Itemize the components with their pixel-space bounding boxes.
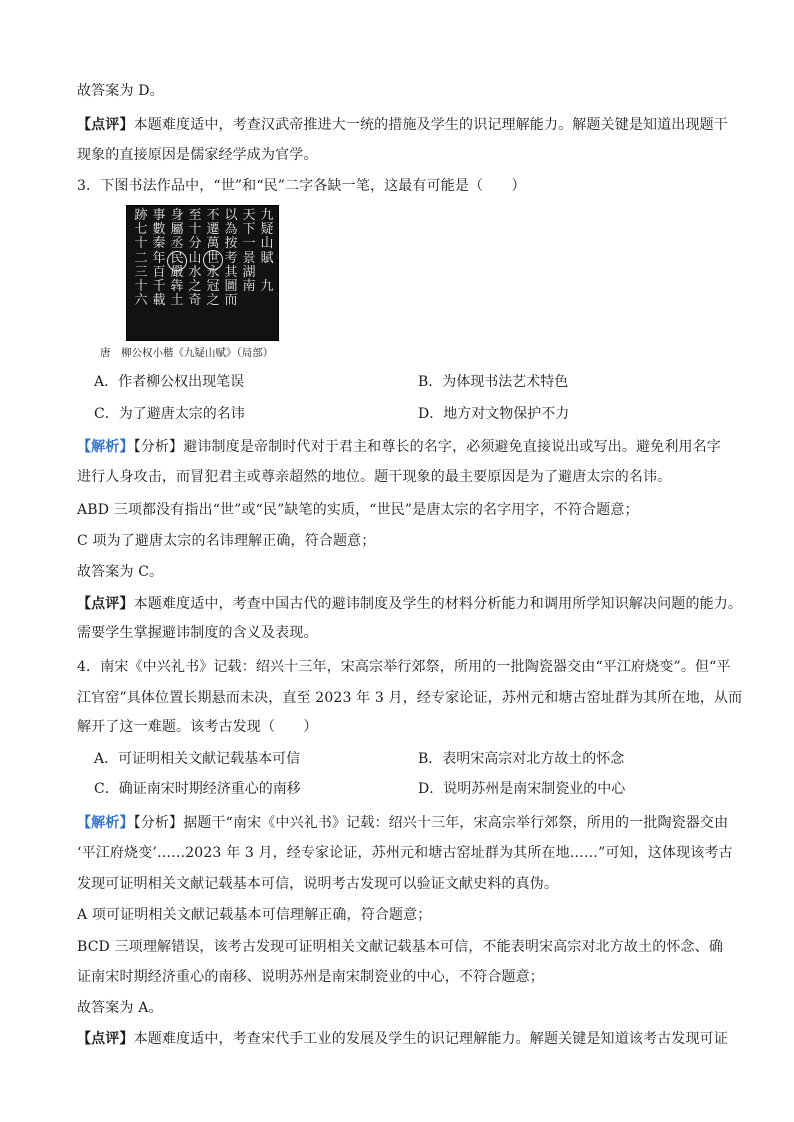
analysis-sub-tag: 【分析】 xyxy=(133,439,184,455)
analysis-q4-line2: ‘平江府烧变’……2023 年 3 月，经专家论证，苏州元和塘古窑址群为其所在地……”可知，这体现该考古 xyxy=(77,845,733,861)
analysis-q4-line4: A 项可证明相关文献记载基本可信理解正确，符合题意； xyxy=(77,907,432,923)
question-4-line1: 4．南宋《中兴礼书》记载：绍兴十三年，宋高宗举行郊祭，所用的一批陶瓷器交由“平江府烧变”。但“平 xyxy=(77,659,731,675)
comment-tag: 【点评】 xyxy=(77,117,134,133)
comment-text: 本题难度适中，考查汉武帝推进大一统的措施及学生的识记理解能力。解题关键是知道出现题干 xyxy=(133,117,728,133)
calligraphy-column: 以 為 按 考 其 圖 而 xyxy=(224,208,238,309)
analysis-q4-line3: 发现可证明相关文献记载基本可信，说明考古发现可以验证文献史料的真伪。 xyxy=(77,876,559,892)
calligraphy-column: 跡 七 十 二 三 十 六 xyxy=(134,208,148,309)
question-4-line3: 解开了这一难题。该考古发现（ ） xyxy=(77,719,318,735)
comment-q3-line1 xyxy=(77,589,743,619)
comment-q2-line2: 现象的直接原因是儒家经学成为官学。 xyxy=(77,147,318,163)
analysis-text: 避讳制度是帝制时代对于君主和尊长的名字，必须避免直接说出或写出。避免利用名字 xyxy=(183,439,721,455)
q4-option-a: A．可证明相关文献记载基本可信 xyxy=(94,751,301,767)
calligraphy-image xyxy=(126,205,279,341)
calligraphy-column: 九 疑 山 賦 九 xyxy=(260,208,274,295)
answer-line-q4: 故答案为 A。 xyxy=(77,1000,163,1016)
analysis-tag: 【解析】 xyxy=(77,439,134,455)
answer-line-q3: 故答案为 C。 xyxy=(77,564,164,580)
analysis-q3-line2: 进行人身攻击，而冒犯君主或尊亲超然的地位。题干现象的最主要原因是为了避唐太宗的名讳。 xyxy=(77,469,672,485)
analysis-q3-line4: C 项为了避唐太宗的名讳理解正确，符合题意； xyxy=(77,533,376,549)
comment-q2-line1 xyxy=(77,110,728,140)
comment-text: 本题难度适中，考查中国古代的避讳制度及学生的材料分析能力和调用所学知识解决问题的能力。 xyxy=(133,596,743,612)
analysis-sub-tag: 【分析】 xyxy=(133,815,184,831)
comment-tag: 【点评】 xyxy=(77,1031,134,1047)
q3-option-d: D．地方对文物保护不力 xyxy=(418,406,570,422)
q3-option-a: A．作者柳公权出现笔误 xyxy=(94,374,245,390)
q3-option-c: C．为了避唐太宗的名讳 xyxy=(94,406,245,422)
question-4-line2: 江官窑”具体位置长期悬而未决，直至 2023 年 3 月，经专家论证，苏州元和塘古窑址群为其所在地，从而 xyxy=(77,690,743,706)
comment-q4-line1 xyxy=(77,1024,728,1054)
circle-mark-shi xyxy=(203,250,223,270)
q4-option-d: D．说明苏州是南宋制瓷业的中心 xyxy=(418,781,626,797)
analysis-tag: 【解析】 xyxy=(77,815,134,831)
image-caption: 唐 柳公权小楷《九疑山赋》（局部） xyxy=(100,347,274,359)
q3-option-b: B．为体现书法艺术特色 xyxy=(418,374,569,390)
q4-option-b: B．表明宋高宗对北方故土的怀念 xyxy=(418,751,625,767)
question-3-stem: 3．下图书法作品中，“世”和“民”二字各缺一笔，这最有可能是（ ） xyxy=(77,178,526,194)
analysis-q4-line1 xyxy=(77,808,729,838)
analysis-q3-line1 xyxy=(77,432,721,462)
calligraphy-column: 至 十 分 山 水 之 奇 xyxy=(188,208,202,309)
comment-text: 本题难度适中，考查宋代手工业的发展及学生的识记理解能力。解题关键是知道该考古发现可证 xyxy=(133,1031,728,1047)
analysis-q3-line3: ABD 三项都没有指出“世”或“民”缺笔的实质，“世民”是唐太宗的名字用字，不符合题意； xyxy=(77,502,639,518)
comment-q3-line2: 需要学生掌握避讳制度的含义及表现。 xyxy=(77,625,318,641)
calligraphy-column: 身 屬 丞 民 嚴 犇 土 xyxy=(170,208,184,309)
analysis-q4-line6: 证南宋时期经济重心的南移、说明苏州是南宋制瓷业的中心，不符合题意； xyxy=(77,969,544,985)
calligraphy-column: 事 數 秦 年 百 千 載 xyxy=(152,208,166,309)
q4-option-c: C．确证南宋时期经济重心的南移 xyxy=(94,781,301,797)
analysis-text: 据题干“南宋《中兴礼书》记载：绍兴十三年，宋高宗举行郊祭，所用的一批陶瓷器交由 xyxy=(183,815,729,831)
comment-tag: 【点评】 xyxy=(77,596,134,612)
answer-line-q2: 故答案为 D。 xyxy=(77,83,164,99)
calligraphy-column: 不 遷 萬 世 永 冠 之 xyxy=(206,208,220,309)
calligraphy-column: 天 下 一 景 湖 南 xyxy=(242,208,256,295)
analysis-q4-line5: BCD 三项理解错误，该考古发现可证明相关文献记载基本可信，不能表明宋高宗对北方故土的怀念、确 xyxy=(77,939,723,955)
circle-mark-min xyxy=(167,251,187,271)
